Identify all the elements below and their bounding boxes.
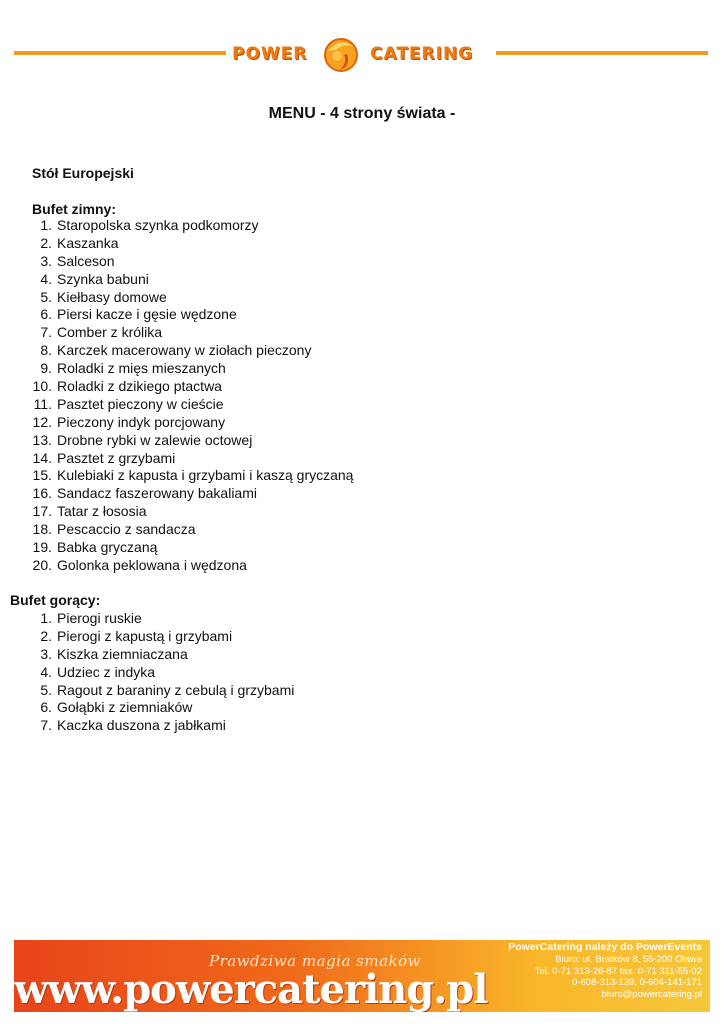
list-item [26,360,353,378]
list-item-label: Staropolska szynka podkomorzy [57,217,259,233]
footer-banner [14,940,710,1012]
brand-word-power: POWER [232,44,308,64]
list-item [26,271,353,289]
list-item-label: Roladki z dzikiego ptactwa [57,378,222,395]
list-item-number: 4. [40,663,52,680]
list-item-number: 20. [32,556,52,573]
list-item [26,521,353,539]
list-item-label: Pescaccio z sandacza [57,521,196,538]
footer-tagline: Prawdziwa magia smaków [209,952,421,970]
list-item-number: 7. [40,717,52,734]
list-item [26,467,353,485]
list-item-label: Tatar z łososia [57,503,147,520]
list-item [26,646,294,664]
address-line: Biuro: ul. Bratków 8, 55-200 Oława [555,953,702,965]
cold-buffet-list [26,217,353,575]
list-item-number: 9. [40,360,52,377]
list-item-label: Kaczka duszona z jabłkami [57,717,226,734]
contact-block [508,942,702,1001]
list-item-number: 5. [40,681,52,698]
company-line: PowerCatering należy do PowerEvents [508,941,702,953]
email-link[interactable]: biuro@powercatering.pl [601,989,702,1001]
list-item [26,253,353,271]
brand-word-catering: CATERING [370,44,474,64]
list-item-label: Pieczony indyk porcjowany [57,413,226,430]
list-item-number: 16. [32,485,52,502]
list-item [26,306,353,324]
brand-logo [228,34,496,74]
list-item [26,485,353,503]
list-item-label: Udziec z indyka [57,663,156,680]
list-item-label: Kaszanka [57,234,119,251]
list-item [26,289,353,307]
list-item-label: Piersi kacze i gęsie wędzone [57,306,237,323]
list-item-label: Salceson [57,252,115,269]
list-item [26,503,353,521]
list-item-label: Golonka peklowana i wędzona [57,556,247,573]
list-item-label: Ragout z baraniny z cebulą i grzybami [57,681,295,698]
list-item-number: 7. [40,324,52,341]
list-item-label: Kulebiaki z kapusta i grzybami i kaszą gryczaną [57,467,354,484]
list-item-number: 15. [32,467,52,484]
hot-buffet-heading: Bufet gorący: [10,592,101,608]
list-item [26,342,353,360]
list-item-label: Drobne rybki w zalewie octowej [57,431,253,448]
list-item-label: Szynka babuni [57,270,149,287]
list-item [26,664,294,682]
section-title: Stół Europejski [32,165,134,181]
list-item [26,682,294,700]
list-item-number: 2. [40,627,52,644]
list-item [26,378,353,396]
list-item-number: 3. [40,252,52,269]
list-item-number: 13. [32,431,52,448]
list-item-label: Pasztet pieczony w cieście [57,395,224,412]
list-item-number: 1. [40,217,52,233]
list-item-label: Kiełbasy domowe [57,288,167,305]
header-rule-left [14,51,226,55]
list-item-number: 6. [40,699,52,716]
list-item-number: 14. [32,449,52,466]
page-title: MENU - 4 strony świata - [268,105,456,122]
list-item-number: 17. [32,503,52,520]
list-item-label: Kiszka ziemniaczana [57,645,188,662]
hot-buffet-list [26,610,294,735]
list-item-label: Comber z królika [57,324,163,341]
list-item [26,432,353,450]
list-item-number: 3. [40,645,52,662]
list-item [26,699,294,717]
list-item-label: Pierogi ruskie [57,610,142,626]
list-item [26,717,294,735]
list-item [26,539,353,557]
sun-swirl-icon [318,34,364,74]
list-item-label: Roladki z mięs mieszanych [57,360,226,377]
list-item-number: 18. [32,521,52,538]
list-item-label: Pierogi z kapustą i grzybami [57,627,233,644]
list-item-label: Sandacz faszerowany bakaliami [57,485,257,502]
list-item [26,396,353,414]
list-item [26,235,353,253]
list-item [26,628,294,646]
cold-buffet-heading: Bufet zimny: [32,201,116,217]
list-item-number: 10. [32,378,52,395]
phone-line-1: Tel. 0-71 313-26-87 fax. 0-71 311-55-02 [534,965,702,977]
website-link[interactable]: www.powercatering.pl [14,966,488,1012]
list-item-number: 11. [33,395,52,412]
list-item-label: Gołąbki z ziemniaków [57,699,193,716]
list-item-label: Karczek macerowany w ziołach pieczony [57,342,312,359]
list-item [26,414,353,432]
list-item [26,450,353,468]
list-item-label: Pasztet z grzybami [57,449,176,466]
list-item [26,610,294,628]
list-item-number: 6. [40,306,52,323]
list-item-number: 2. [40,234,52,251]
list-item-number: 4. [40,270,52,287]
list-item-number: 5. [40,288,52,305]
list-item-label: Babka gryczaną [57,539,158,556]
phone-line-2: 0-608-313-139, 0-604-141-171 [572,977,702,989]
list-item-number: 12. [32,413,52,430]
list-item [26,557,353,575]
list-item [26,324,353,342]
list-item-number: 1. [40,610,52,626]
list-item-number: 19. [32,539,52,556]
list-item [26,217,353,235]
list-item-number: 8. [40,342,52,359]
header-rule-right [496,51,708,55]
